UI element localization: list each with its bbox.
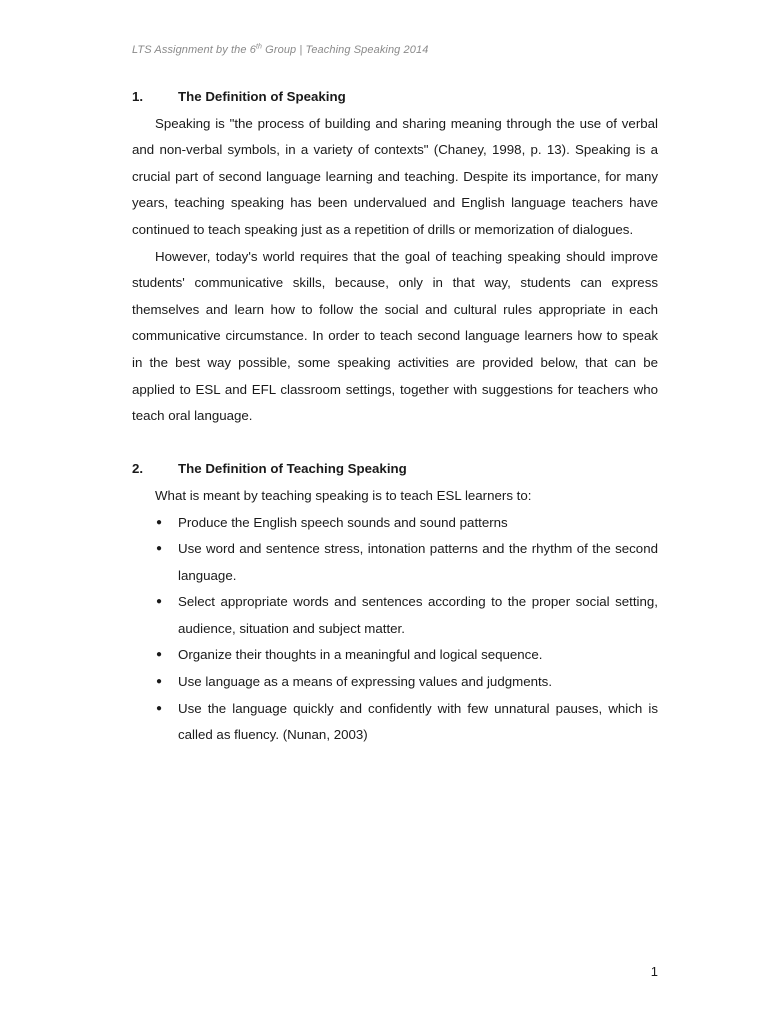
list-item (132, 642, 658, 669)
section-1-number: 1. (132, 89, 144, 104)
list-item-text: Organize their thoughts in a meaningful and logical sequence. (178, 647, 543, 663)
list-item-text: Use language as a means of expressing values and judgments. (178, 674, 553, 690)
list-item (132, 536, 658, 589)
list-item-text: Select appropriate words and sentences according to the proper social setting, audience, situation and subject matter. (178, 594, 658, 636)
bullet-list (132, 510, 658, 749)
section-1-paragraph-1: Speaking is "the process of building and sharing meaning through the use of verbal and non-verbal symbols, in a variety of contexts" (Chaney, 1998, p. 13). Speaking is a crucial part of second language learning and teaching. Despite its importance, for many years, teaching speaking has been undervalued and English language teachers have continued to teach speaking just as a repetition of drills or memorization of dialogues. (132, 115, 658, 237)
list-item-text: Produce the English speech sounds and sound patterns (178, 514, 508, 530)
list-item (132, 589, 658, 642)
list-item (132, 696, 658, 749)
section-spacer (132, 430, 658, 457)
bullet-icon: ● (156, 516, 163, 528)
header-suffix: Group | Teaching Speaking 2014 (262, 44, 429, 56)
section-2-number: 2. (132, 461, 144, 477)
list-item-text: Use the language quickly and confidently with few unnatural pauses, which is called as fluency. (Nunan, 2003) (178, 700, 658, 743)
section-1-heading (132, 84, 658, 111)
bullet-icon: ● (156, 649, 163, 661)
bullet-icon: ● (156, 702, 163, 714)
document-body (132, 84, 658, 749)
bullet-icon: ● (156, 543, 163, 555)
page-number: 1 (650, 964, 658, 979)
header-prefix: LTS Assignment by the 6 (132, 44, 256, 56)
section-2-title: The Definition of Teaching Speaking (178, 461, 407, 477)
section-1-paragraph-2: However, today's world requires that the goal of teaching speaking should improve students' communicative skills, because, only in that way, students can express themselves and learn how to follow the social and cultural rules appropriate in each communicative circumstance. In order to teach second language learners how to speak in the best way possible, some speaking activities are provided below, that can be applied to ESL and EFL classroom settings, together with suggestions for teachers who teach oral language. (132, 248, 658, 424)
bullet-icon: ● (156, 596, 163, 608)
running-header (132, 44, 428, 56)
list-item (132, 510, 658, 537)
header-superscript: th (255, 43, 263, 51)
section-1-title: The Definition of Speaking (178, 89, 346, 104)
list-item-text: Use word and sentence stress, intonation patterns and the rhythm of the second language. (178, 541, 658, 583)
section-2-heading (132, 456, 658, 483)
list-item (132, 669, 658, 696)
section-2-intro: What is meant by teaching speaking is to teach ESL learners to: (155, 487, 532, 503)
bullet-icon: ● (156, 676, 163, 688)
